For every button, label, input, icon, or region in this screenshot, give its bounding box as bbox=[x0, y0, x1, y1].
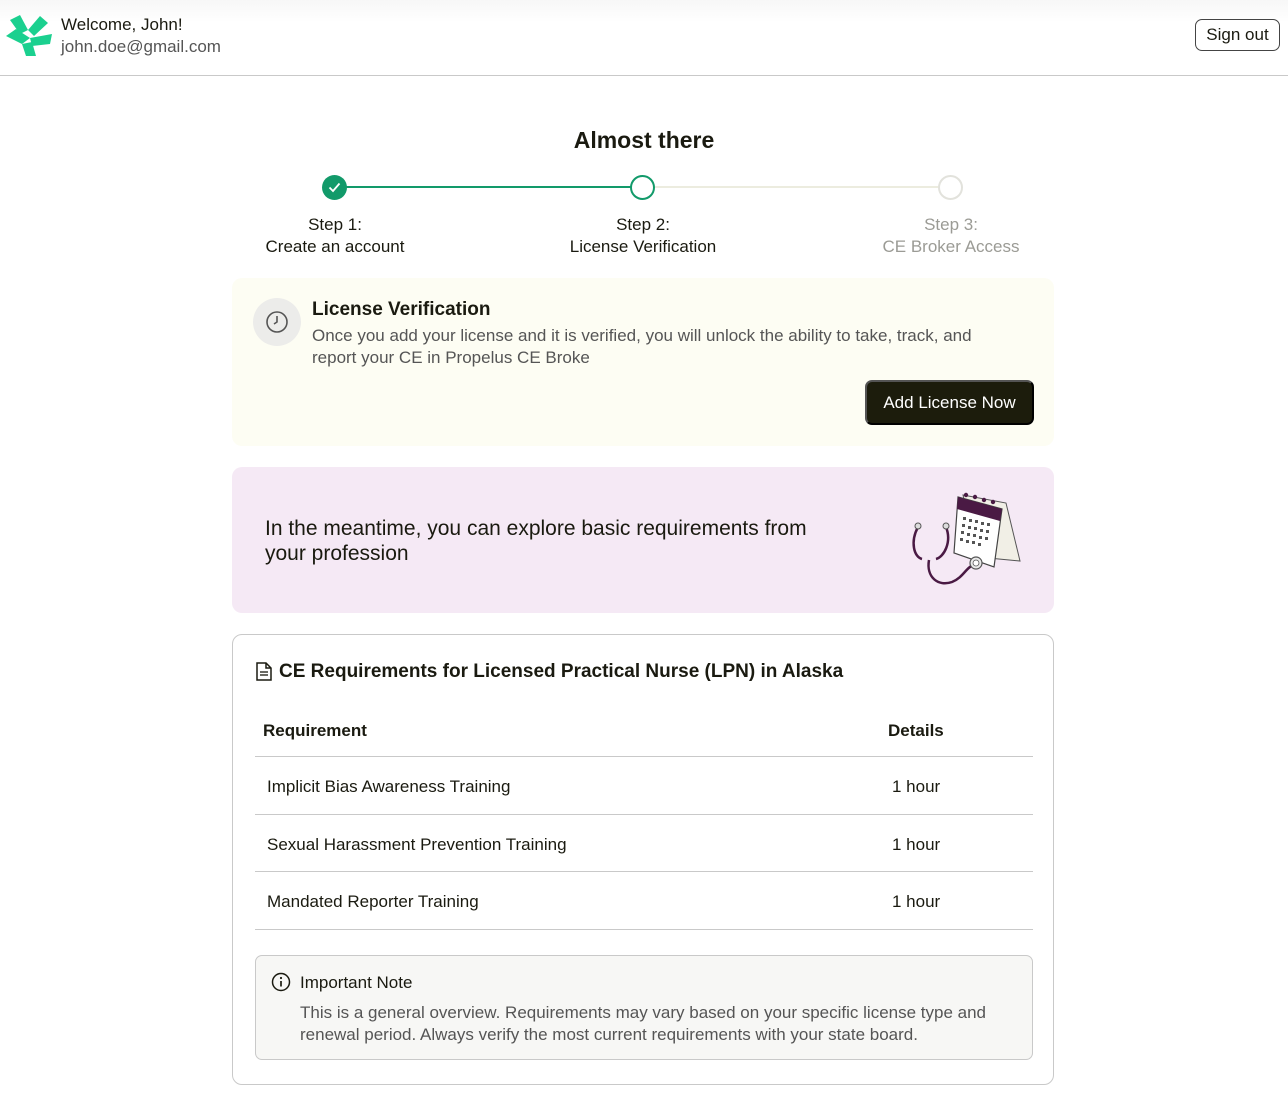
requirements-card bbox=[232, 634, 1054, 1085]
important-note bbox=[255, 955, 1033, 1060]
explore-banner-text: In the meantime, you can explore basic requirements from your profession bbox=[265, 517, 807, 565]
step-1-label: Step 1: bbox=[308, 215, 362, 234]
note-text: This is a general overview. Requirements may vary based on your specific license type and renewal period. Always verify the most current requirements with your state board. bbox=[300, 1003, 987, 1044]
step-1-complete-marker bbox=[322, 175, 347, 200]
check-icon bbox=[328, 182, 341, 193]
table-row-divider bbox=[255, 814, 1033, 815]
document-icon bbox=[256, 662, 272, 681]
table-row-details: 1 hour bbox=[892, 892, 941, 911]
license-card-title: License Verification bbox=[312, 299, 491, 320]
step-2-label: Step 2: bbox=[616, 215, 670, 234]
user-email: john.doe@gmail.com bbox=[61, 37, 221, 56]
table-row-name: Sexual Harassment Prevention Training bbox=[267, 835, 567, 854]
column-header-requirement: Requirement bbox=[263, 721, 367, 740]
step-3-upcoming-marker bbox=[938, 175, 963, 200]
logo-icon bbox=[6, 14, 52, 56]
clock-icon bbox=[265, 310, 289, 334]
table-row-details: 1 hour bbox=[892, 777, 941, 796]
step-3-label: Step 3: bbox=[924, 215, 978, 234]
step-2-current-marker bbox=[630, 175, 655, 200]
step-2-name: License Verification bbox=[569, 237, 717, 256]
add-license-button[interactable]: Add License Now bbox=[865, 380, 1034, 425]
requirements-title: CE Requirements for Licensed Practical Nurse (LPN) in Alaska bbox=[279, 661, 844, 682]
step-1 bbox=[205, 214, 465, 258]
table-row-name: Mandated Reporter Training bbox=[267, 892, 479, 911]
note-title: Important Note bbox=[300, 973, 413, 992]
license-verification-card bbox=[232, 278, 1054, 446]
table-row-divider bbox=[255, 929, 1033, 930]
welcome-text: Welcome, John! bbox=[61, 15, 183, 34]
table-row-divider bbox=[255, 871, 1033, 872]
step-3-name: CE Broker Access bbox=[882, 237, 1020, 256]
column-header-details: Details bbox=[888, 721, 944, 740]
info-icon bbox=[271, 972, 291, 992]
license-card-description: Once you add your license and it is verified, you will unlock the ability to take, track, and report your CE in Propelus CE Broke bbox=[312, 326, 972, 367]
progress-track-complete bbox=[335, 186, 643, 188]
step-1-name: Create an account bbox=[265, 237, 405, 256]
step-2 bbox=[513, 214, 773, 258]
explore-banner bbox=[232, 467, 1054, 613]
step-3 bbox=[821, 214, 1081, 258]
table-row-name: Implicit Bias Awareness Training bbox=[267, 777, 511, 796]
table-row-details: 1 hour bbox=[892, 835, 941, 854]
progress-track-remaining bbox=[643, 186, 951, 188]
top-bar bbox=[0, 0, 1288, 76]
clock-icon-badge bbox=[253, 298, 301, 346]
stethoscope-calendar-illustration bbox=[908, 487, 1028, 592]
table-header-divider bbox=[255, 756, 1033, 757]
page-title: Almost there bbox=[573, 127, 715, 153]
sign-out-button[interactable]: Sign out bbox=[1195, 19, 1280, 51]
